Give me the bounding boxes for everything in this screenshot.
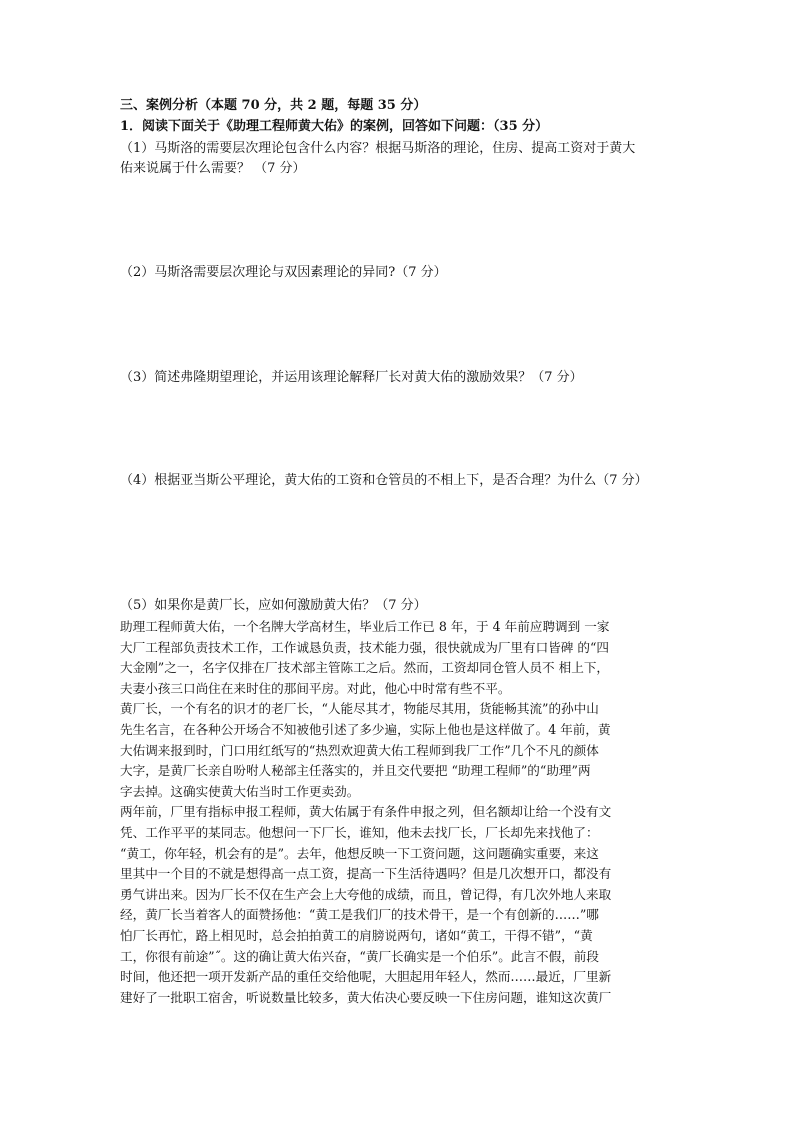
case-text-line: 里其中一个目的不就是想得高一点工资，提高一下生活待遇吗？但是几次想开口，都没有	[120, 866, 612, 881]
case-text-line: 凭、工作平平的某同志。他想问一下厂长，谁知，他未去找厂长，厂长却先来找他了：	[120, 825, 599, 840]
case-text-line: 大厂工程部负责技术工作，工作诚恳负责，技术能力强，很快就成为厂里有口皆碑 的“四	[120, 640, 610, 655]
case1-title: 1．阅读下面关于《助理工程师黄大佑》的案例，回答如下问题：（35 分）	[120, 119, 549, 134]
case-text-line: 勇气讲出来。因为厂长不仅在生产会上大夸他的成绩，而且，曾记得，有几次外地人来取	[120, 887, 612, 902]
case-text-line: 建好了一批职工宿舍，听说数量比较多，黄大佑决心要反映一下住房问题，谁知这次黄厂	[120, 990, 612, 1005]
case-text-line: 字去掉。这确实使黄大佑当时工作更卖劲。	[120, 784, 360, 799]
case-text-line: 大金刚”之一，名字仅排在厂技术部主管陈工之后。然而，工资却同仓管人员不 相上下，	[120, 660, 610, 675]
case-text-line: 大佑调来报到时，门口用红纸写的“热烈欢迎黄大佑工程师到我厂工作”几个不凡的颜体	[120, 743, 599, 758]
question-1-line-1: （1）马斯洛的需要层次理论包含什么内容？根据马斯洛的理论，住房、提高工资对于黄大	[120, 141, 636, 156]
case-text-line: 经，黄厂长当着客人的面赞扬他：“黄工是我们厂的技术骨干，是一个有创新的……”哪	[120, 907, 599, 922]
case-text-line: 时间，他还把一项开发新产品的重任交给他呢，大胆起用年轻人，然而……最近，厂里新	[120, 969, 612, 984]
case-text-line: 助理工程师黄大佑，一个名牌大学高材生，毕业后工作已 8 年，于 4 年前应聘调到 一家	[120, 619, 610, 634]
case-text-line: 怕厂长再忙，路上相见时，总会拍拍黄工的肩膀说两句，诸如“黄工，干得不错”，“黄	[120, 928, 593, 943]
case-text-line: 先生名言，在各种公开场合不知被他引述了多少遍，实际上他也是这样做了。4 年前，黄	[120, 722, 611, 737]
case-text-line: 黄厂长，一个有名的识才的老厂长，“人能尽其才，物能尽其用，货能畅其流”的孙中山	[120, 701, 599, 716]
question-4: （4）根据亚当斯公平理论，黄大佑的工资和仓管员的不相上下，是否合理？为什么（7 分）	[120, 473, 648, 488]
question-5: （5）如果你是黄厂长，应如何激励黄大佑？（7 分）	[120, 598, 427, 613]
case-text-line: 工，你很有前途”˝。这的确让黄大佑兴奋，“黄厂长确实是一个伯乐”。此言不假，前段	[120, 949, 599, 964]
case-text-line: 大字，是黄厂长亲自吩咐人秘部主任落实的，并且交代要把 “助理工程师”的“助理”两	[120, 763, 591, 778]
question-2: （2）马斯洛需要层次理论与双因素理论的异同?（7 分）	[120, 265, 447, 280]
case-text-line: 两年前，厂里有指标申报工程师，黄大佑属于有条件申报之列，但名额却让给一个没有文	[120, 804, 612, 819]
question-1-line-2: 佑来说属于什么需要？ （7 分）	[120, 161, 306, 176]
question-3: （3）简述弗隆期望理论，并运用该理论解释厂长对黄大佑的激励效果？（7 分）	[120, 370, 583, 385]
case-text-line: “黄工，你年轻，机会有的是”。去年，他想反映一下工资问题，这问题确实重要，来这	[120, 846, 599, 861]
section-title: 三、案例分析（本题 70 分，共 2 题，每题 35 分）	[120, 98, 427, 113]
case-text-line: 夫妻小孩三口尚住在来时住的那间平房。对此，他心中时常有些不平。	[120, 681, 511, 696]
